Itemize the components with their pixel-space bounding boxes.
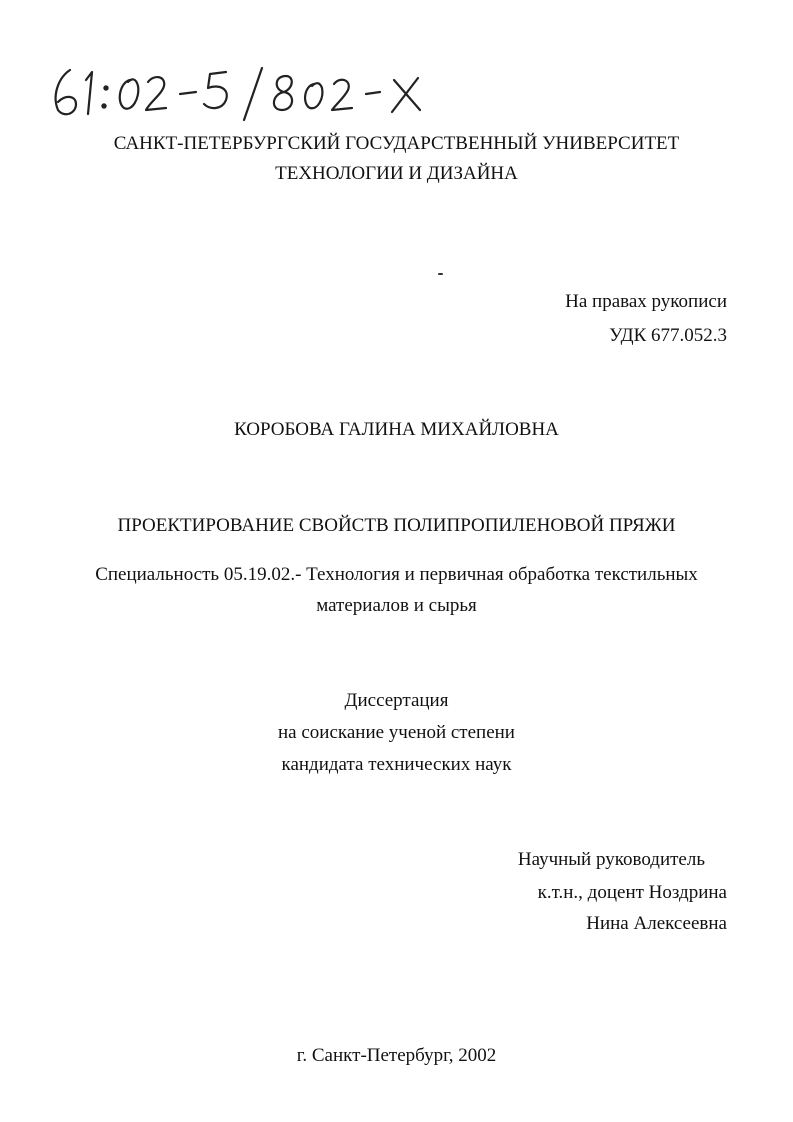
degree-line-3: кандидата технических наук [281,754,512,775]
rights-notice: На правах рукописи [565,291,727,312]
author-name: КОРОБОВА ГАЛИНА МИХАЙЛОВНА [234,419,559,440]
supervisor-line-3: Нина Алексеевна [586,913,727,934]
supervisor-line-2: к.т.н., доцент Ноздрина [537,882,727,903]
udc-code: УДК 677.052.3 [609,325,727,346]
supervisor-line-1: Научный руководитель [517,849,705,870]
specialty-line-1: Специальность 05.19.02.- Технология и первичная обработка текстильных [95,564,698,585]
scan-speck [438,273,443,275]
degree-line-1: Диссертация [344,690,449,711]
degree-line-2: на соискание ученой степени [278,722,515,743]
specialty-line-2: материалов и сырья [316,595,477,616]
institution-line-2: ТЕХНОЛОГИИ И ДИЗАЙНА [275,163,518,184]
dissertation-title: ПРОЕКТИРОВАНИЕ СВОЙСТВ ПОЛИПРОПИЛЕНОВОЙ ПРЯЖИ [117,515,676,536]
handwritten-archive-number [48,58,428,128]
place-and-year: г. Санкт-Петербург, 2002 [296,1045,497,1066]
institution-line-1: САНКТ-ПЕТЕРБУРГСКИЙ ГОСУДАРСТВЕННЫЙ УНИВЕРСИТЕТ [113,133,680,154]
